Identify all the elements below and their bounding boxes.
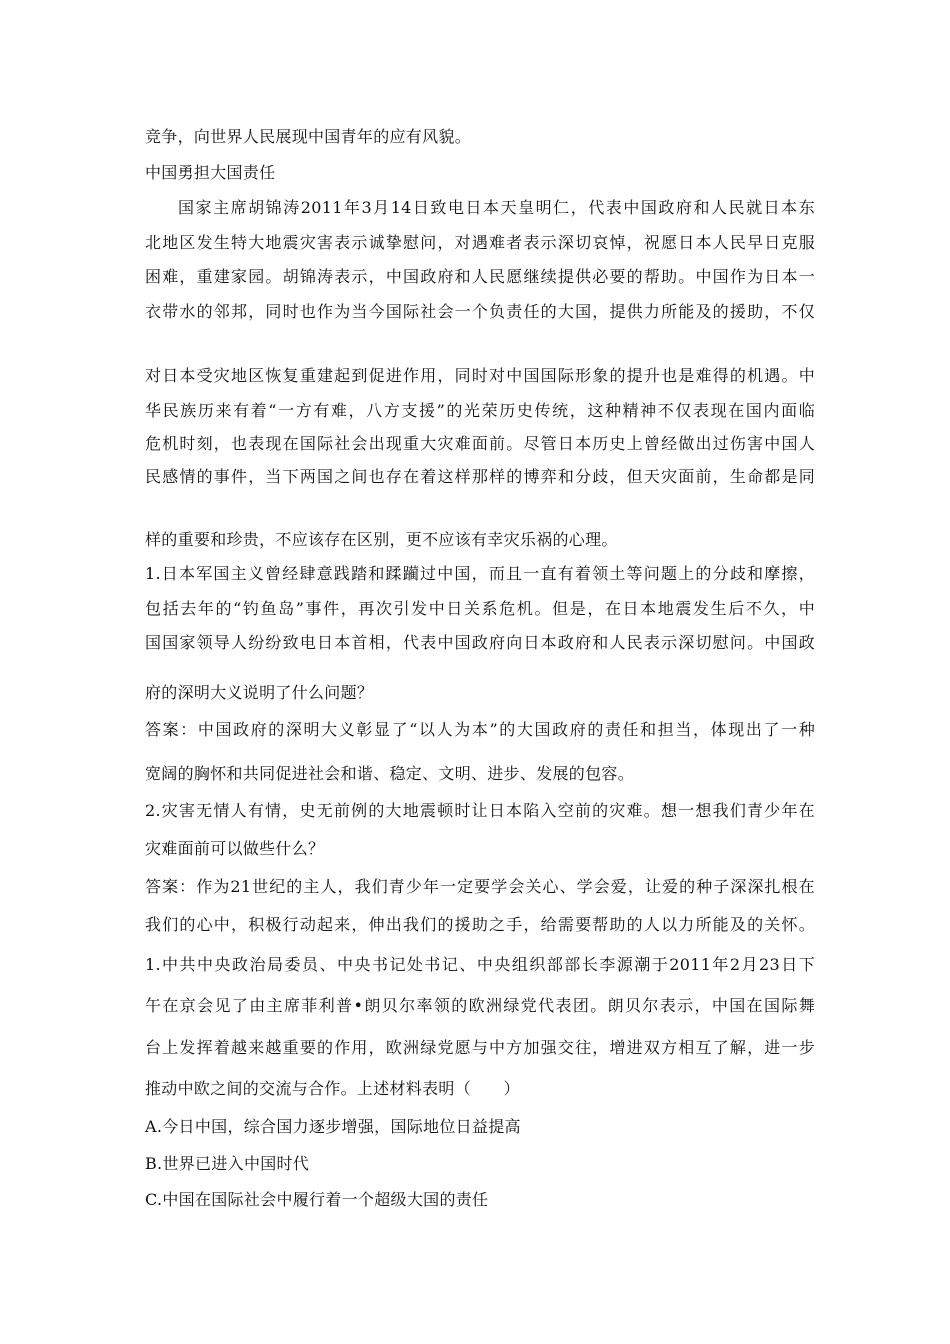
text-line: 竞争，向世界人民展现中国青年的应有风貌。 bbox=[145, 127, 472, 146]
question-line: 午在京会见了由主席菲利普•朗贝尔率领的欧洲绿党代表团。朗贝尔表示，中国在国际舞 bbox=[145, 996, 815, 1015]
text-line: 样的重要和珍贵，不应该存在区别，更不应该有幸灾乐祸的心理。 bbox=[145, 530, 618, 549]
text-line: 北地区发生特大地震灾害表示诚挚慰问，对遇难者表示深切哀悼，祝愿日本人民早日克服 bbox=[145, 233, 815, 252]
text-line: 民感情的事件，当下两国之间也存在着这样那样的博弈和分歧，但天灾面前，生命都是同 bbox=[145, 467, 815, 486]
option-c: C.中国在国际社会中履行着一个超级大国的责任 bbox=[145, 1190, 489, 1209]
answer-line: 宽阔的胸怀和共同促进社会和谐、稳定、文明、进步、发展的包容。 bbox=[145, 764, 635, 783]
question-line: 推动中欧之间的交流与合作。上述材料表明（ ） bbox=[145, 1079, 520, 1098]
text-line: 华民族历来有着“一方有难，八方支援”的光荣历史传统，这种精神不仅表现在国内面临 bbox=[145, 401, 815, 420]
question-line: 灾难面前可以做些什么？ bbox=[145, 839, 325, 858]
answer-line: 答案：中国政府的深明大义彰显了“以人为本”的大国政府的责任和担当，体现出了一种 bbox=[145, 720, 815, 739]
answer-line: 我们的心中，积极行动起来，伸出我们的援助之手，给需要帮助的人以力所能及的关怀。 bbox=[145, 915, 815, 934]
question-line: 1.中共中央政治局委员、中央书记处书记、中央组织部部长李源潮于2011年2月23日下 bbox=[145, 955, 815, 974]
text-line: 困难，重建家园。胡锦涛表示，中国政府和人民愿继续提供必要的帮助。中国作为日本一 bbox=[145, 267, 815, 286]
text-line: 对日本受灾地区恢复重建起到促进作用，同时对中国国际形象的提升也是难得的机遇。中 bbox=[145, 366, 815, 385]
question-line: 国国家领导人纷纷致电日本首相，代表中国政府向日本政府和人民表示深切慰问。中国政 bbox=[145, 633, 815, 652]
section-heading: 中国勇担大国责任 bbox=[145, 163, 276, 182]
question-line: 府的深明大义说明了什么问题？ bbox=[145, 683, 374, 702]
question-line: 2.灾害无情人有情，史无前例的大地震顿时让日本陷入空前的灾难。想一想我们青少年在 bbox=[145, 801, 815, 820]
answer-line: 答案：作为21世纪的主人，我们青少年一定要学会关心、学会爱，让爱的种子深深扎根在 bbox=[145, 877, 815, 896]
text-line: 危机时刻，也表现在国际社会出现重大灾难面前。尽管日本历史上曾经做出过伤害中国人 bbox=[145, 434, 815, 453]
text-line: 衣带水的邻邦，同时也作为当今国际社会一个负责任的大国，提供力所能及的援助，不仅 bbox=[145, 302, 815, 321]
text-line: 国家主席胡锦涛2011年3月14日致电日本天皇明仁，代表中国政府和人民就日本东 bbox=[178, 198, 815, 217]
option-b: B.世界已进入中国时代 bbox=[145, 1154, 310, 1173]
question-line: 台上发挥着越来越重要的作用，欧洲绿党愿与中方加强交往，增进双方相互了解，进一步 bbox=[145, 1038, 815, 1057]
question-line: 包括去年的“钓鱼岛”事件，再次引发中日关系危机。但是，在日本地震发生后不久，中 bbox=[145, 599, 815, 618]
option-a: A.今日中国，综合国力逐步增强，国际地位日益提高 bbox=[145, 1117, 521, 1136]
question-line: 1.日本军国主义曾经肆意践踏和蹂躏过中国，而且一直有着领土等问题上的分歧和摩擦， bbox=[145, 564, 815, 583]
